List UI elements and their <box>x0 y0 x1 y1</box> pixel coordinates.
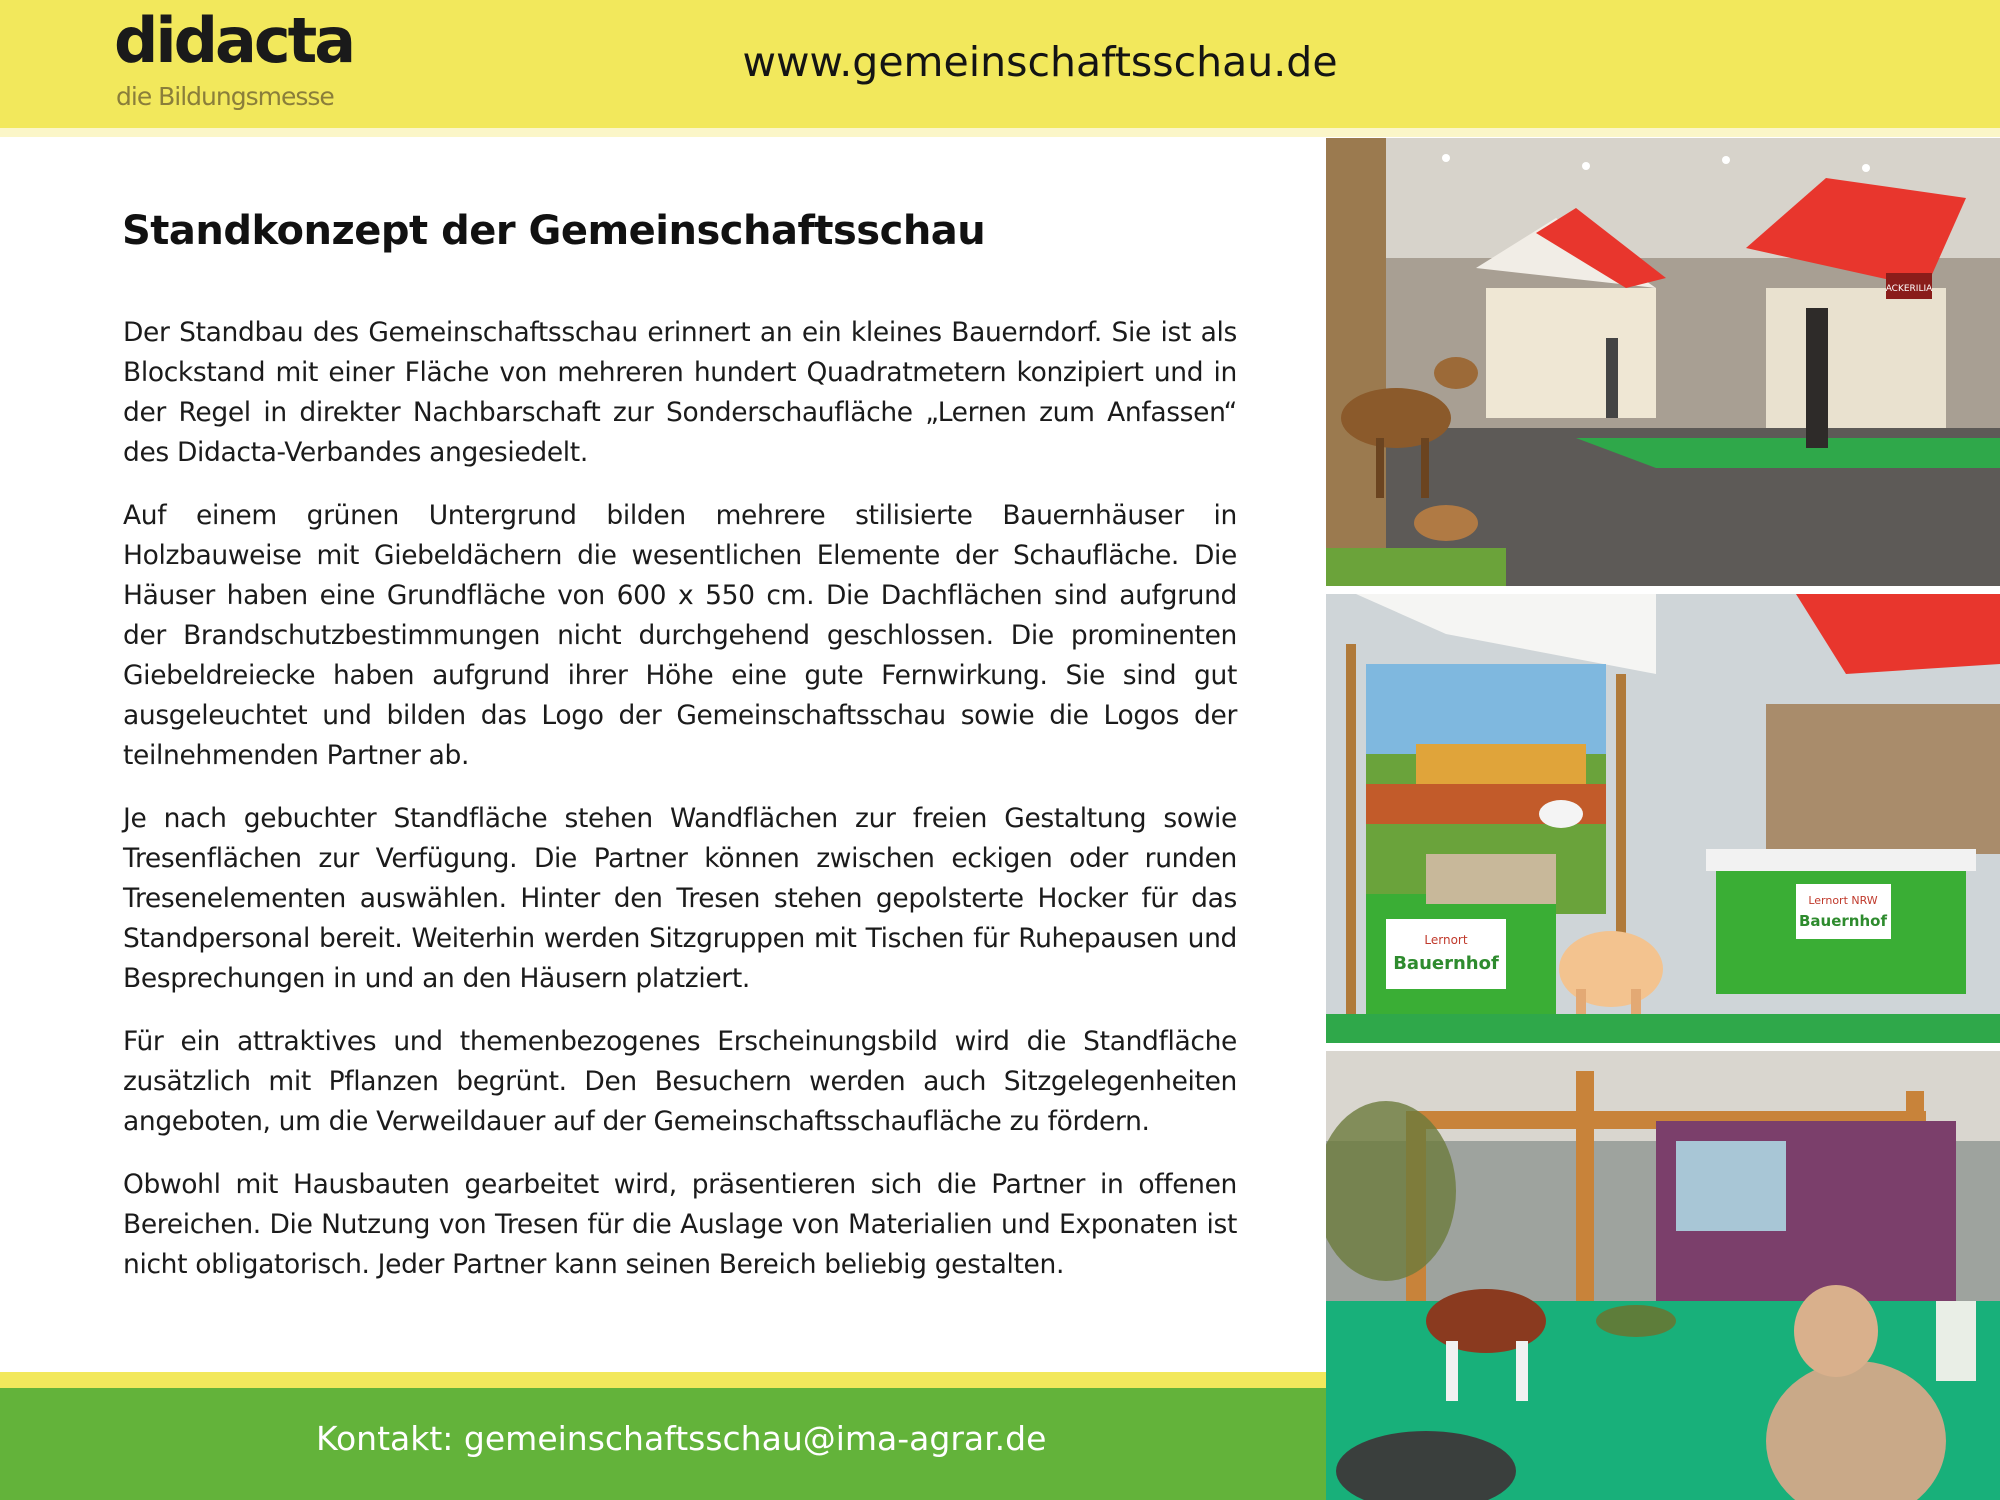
didacta-logo[interactable] <box>114 4 374 116</box>
photo-sign-text: Lernort <box>1424 933 1468 947</box>
photo-exhibition-overview-image <box>1326 138 2000 586</box>
page-title: Standkonzept der Gemeinschaftsschau <box>122 208 986 254</box>
paragraph: Auf einem grünen Untergrund bilden mehrere stilisierte Bauernhäuser in Holzbauweise mit Giebeldächern die wesentlichen Elemente der Schaufläche. Die Häuser haben eine Grundfläche von 600 x 550 cm. Die Dachflächen sind aufgrund der Brandschutzbestimmungen nicht durchgehend geschlossen. Die prominenten Giebeldreiecke haben aufgrund ihrer Höhe eine gute Fernwirkung. Sie sind gut ausgeleuchtet und bilden das Logo der Gemeinschaftsschau sowie die Logos der teilnehmenden Partner ab. <box>123 500 1237 771</box>
photo-bauernhof-stand <box>1326 594 2000 1043</box>
photo-sign-text: Bauernhof <box>1799 912 1887 930</box>
paragraph: Je nach gebuchter Standfläche stehen Wandflächen zur freien Gestaltung sowie Tresenflächen zur Verfügung. Die Partner können zwischen eckigen oder runden Tresenelementen auswählen. Hinter den Tresen stehen gepolsterte Hocker für das Standpersonal bereit. Weiterhin werden Sitzgruppen mit Tischen für Ruhepausen und Besprechungen in und an den Häusern platziert. <box>123 803 1237 994</box>
photo-wooden-stand <box>1326 1051 2000 1500</box>
paragraph: Für ein attraktives und themenbezogenes Erscheinungsbild wird die Standfläche zusätzlich mit Pflanzen begrünt. Den Besuchern werden auch Sitzgelegenheiten angeboten, um die Verweildauer auf der Gemeinschaftsschaufläche zu fördern. <box>123 1026 1237 1137</box>
photo-sign-text: Lernort NRW <box>1808 894 1878 907</box>
footer-accent-strip <box>0 1372 1326 1388</box>
contact-email[interactable]: Kontakt: gemeinschaftsschau@ima-agrar.de <box>316 1419 1047 1458</box>
logo-wordmark: didacta <box>114 4 354 77</box>
photo-bauernhof-stand-image <box>1326 594 2000 1043</box>
logo-tagline: die Bildungsmesse <box>116 82 334 111</box>
website-link[interactable]: www.gemeinschaftsschau.de <box>742 38 1338 86</box>
paragraph: Der Standbau des Gemeinschaftsschau erinnert an ein kleines Bauerndorf. Sie ist als Blockstand mit einer Fläche von mehreren hundert Quadratmetern konzipiert und in der Regel in direkter Nachbarschaft zur Sonderschaufläche „Lernen zum Anfassen“ des Didacta-Verbandes angesiedelt. <box>123 317 1237 468</box>
photo-sign-text: Bauernhof <box>1393 953 1499 974</box>
paragraph: Obwohl mit Hausbauten gearbeitet wird, präsentieren sich die Partner in offenen Bereichen. Die Nutzung von Tresen für die Auslage von Materialien und Exponaten ist nicht obligatorisch. Jeder Partner kann seinen Bereich beliebig gestalten. <box>123 1169 1237 1280</box>
photo-wooden-stand-image <box>1326 1051 2000 1500</box>
photo-exhibition-overview <box>1326 138 2000 586</box>
header-divider <box>0 128 2000 137</box>
body-text <box>123 313 1237 1308</box>
photo-sign-text: ACKERILIA <box>1885 284 1933 294</box>
